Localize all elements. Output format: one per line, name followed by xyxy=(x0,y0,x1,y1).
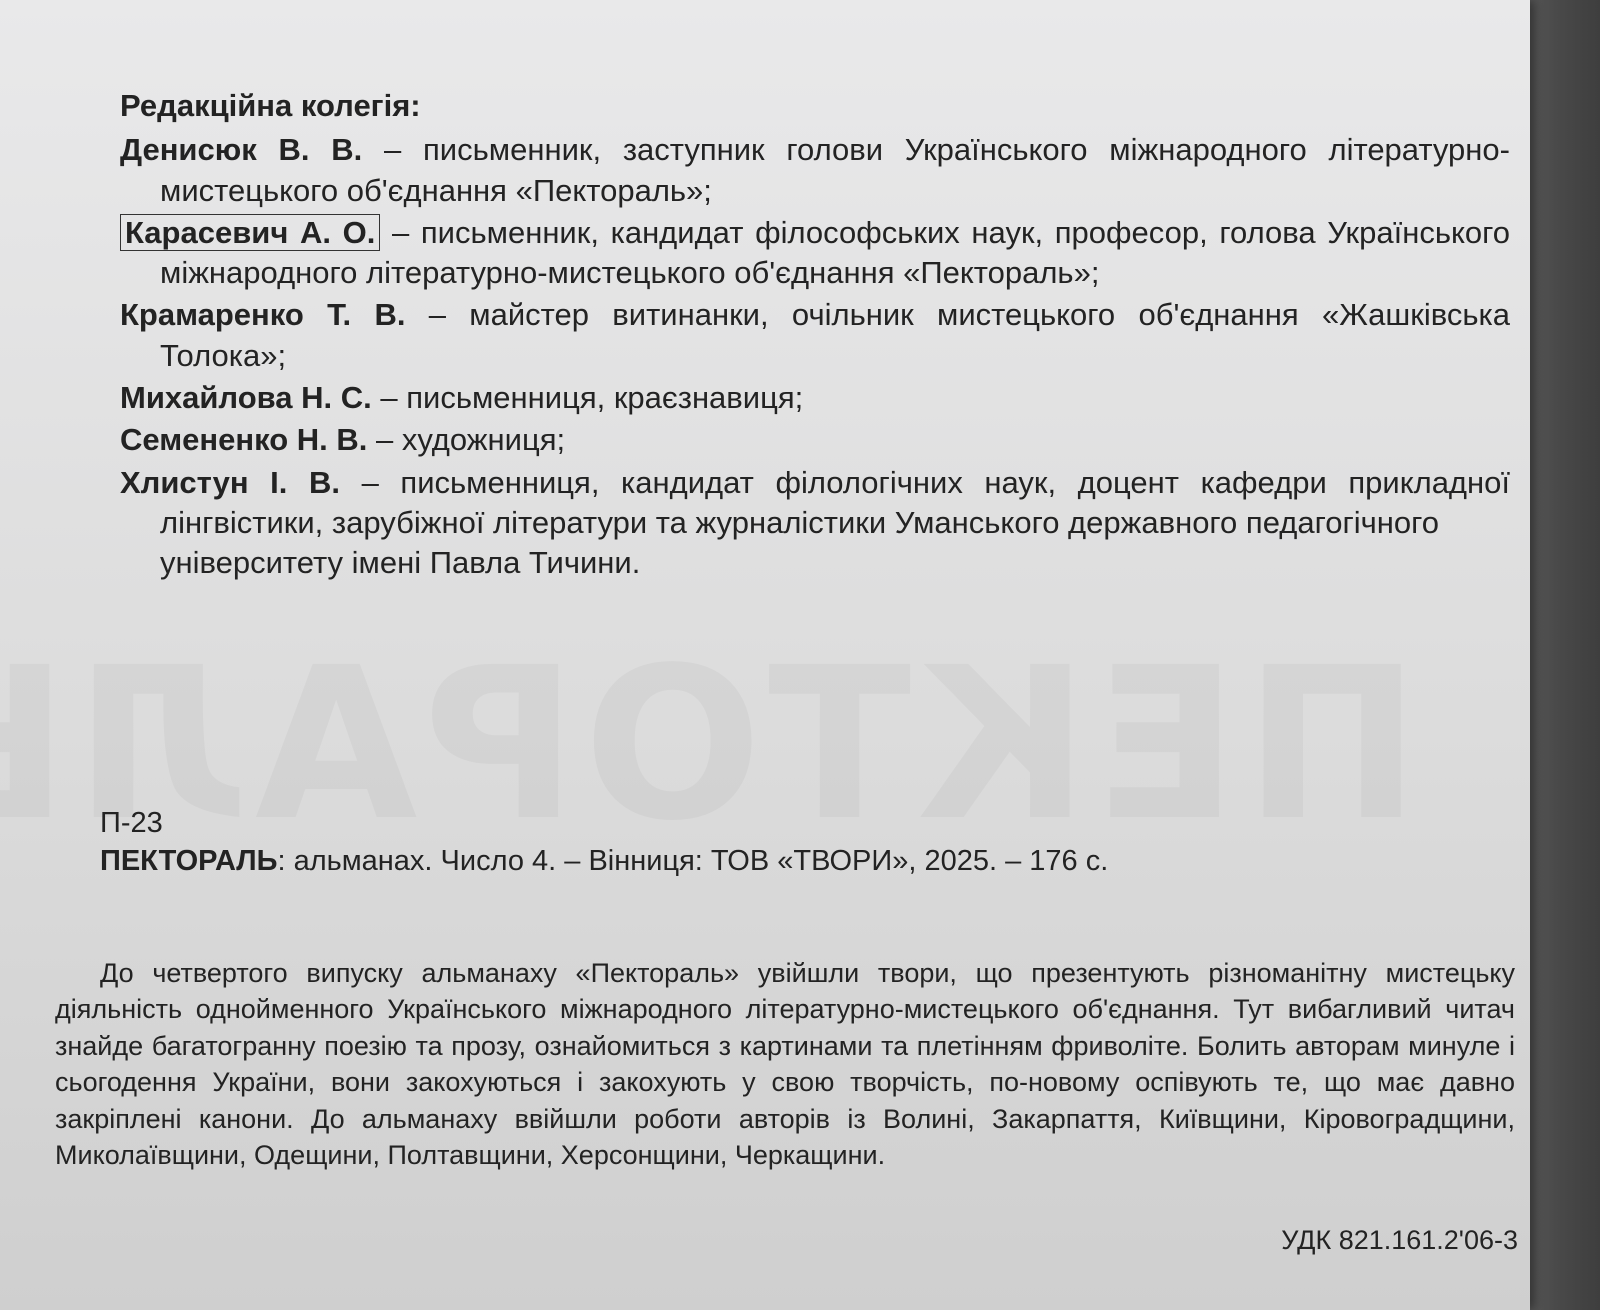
udc-code: УДК 821.161.2'06-3 xyxy=(1281,1225,1518,1255)
member-entry xyxy=(120,378,1510,418)
member-description-cont: Толока»; xyxy=(160,337,287,373)
member-description: – письменниця, кандидат філологічних наук, доцент кафедри прикладної xyxy=(340,464,1510,500)
annotation-text: До четвертого випуску альманаху «Пектораль» увійшли твори, що презентують різноманітну мистецьку діяльність однойменного Українського міжнародного літературно-мистецького об'єднання. Тут вибагливий читач знайде багатогранну поезію та прозу, ознайомиться з картинами та плетінням фриволіте. Болить авторам минуле і сьогодення України, вони закохуються і закохують у свою творчість, по-новому оспівують те, що має давно закріплені канони. До альманаху ввійшли роботи авторів із Волині, Закарпаття, Київщини, Кіровоградщини, Миколаївщини, Одещини, Полтавщини, Херсонщини, Черкащини. xyxy=(55,958,1515,1171)
member-entry xyxy=(120,463,1510,584)
member-name: Крамаренко Т. В. xyxy=(120,297,406,333)
annotation xyxy=(55,955,1515,1174)
member-description-cont: міжнародного літературно-мистецького об'єднання «Пектораль»; xyxy=(160,255,1100,291)
member-name: Михайлова Н. С. xyxy=(120,380,372,416)
book-spine-edge xyxy=(1525,0,1600,1310)
member-description-cont: мистецького об'єднання «Пектораль»; xyxy=(160,172,712,208)
member-description: – письменниця, краєзнавиця; xyxy=(371,380,804,416)
member-description: – письменник, заступник голови Українського міжнародного літературно- xyxy=(362,132,1510,168)
member-entry xyxy=(120,420,1510,460)
member-description: – майстер витинанки, очільник мистецького об'єднання «Жашківська xyxy=(405,297,1510,333)
editorial-board xyxy=(120,86,1510,586)
editorial-board-heading: Редакційна колегія: xyxy=(120,88,421,123)
catalog-code: П-23 xyxy=(100,807,163,839)
catalog-record xyxy=(100,805,1490,880)
member-name: Семененко Н. В. xyxy=(120,422,368,458)
member-description-cont: лінгвістики, зарубіжної літератури та журналістики Уманського державного педагогічного університету імені Павла Тичини. xyxy=(160,504,1440,581)
almanac-title: ПЕКТОРАЛЬ xyxy=(100,844,278,877)
member-entry xyxy=(120,130,1510,211)
member-name: Денисюк В. В. xyxy=(120,132,363,168)
member-entry xyxy=(120,295,1510,376)
member-description: – художниця; xyxy=(367,422,566,458)
member-name: Хлистун І. В. xyxy=(120,464,340,500)
bibliographic-details: : альманах. Число 4. – Вінниця: ТОВ «ТВОРИ», 2025. – 176 с. xyxy=(277,844,1109,877)
member-description: – письменник, кандидат філософських наук, професор, голова Українського xyxy=(380,214,1510,250)
member-entry xyxy=(120,213,1510,294)
member-name-boxed: Карасевич А. О. xyxy=(120,214,380,251)
bibliographic-entry xyxy=(100,843,1490,881)
